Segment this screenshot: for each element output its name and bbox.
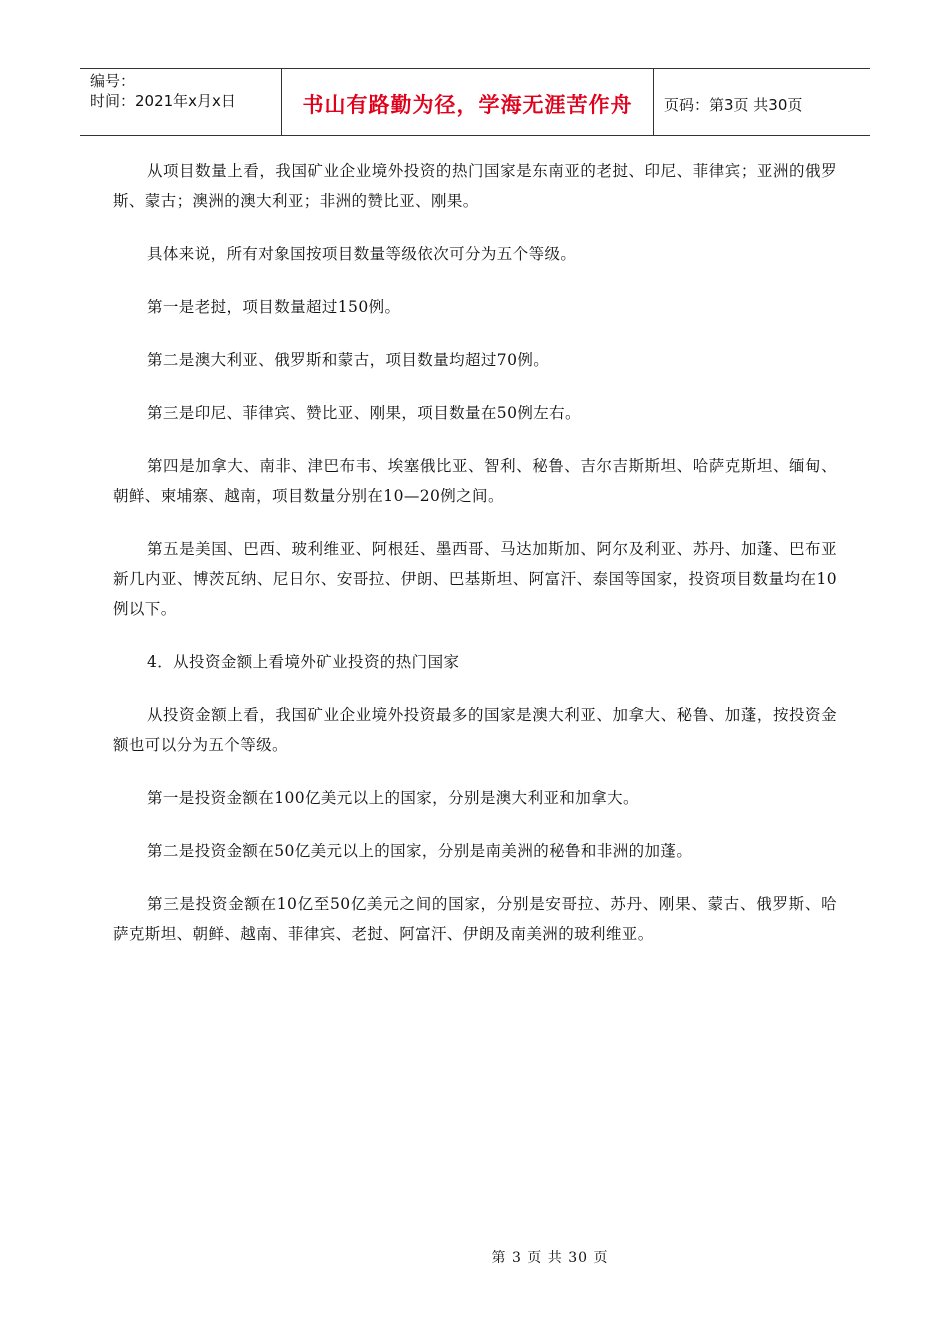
- paragraph: 第一是老挝，项目数量超过150例。: [147, 298, 401, 316]
- section-heading: 4．从投资金额上看境外矿业投资的热门国家: [147, 653, 460, 671]
- paragraph: 第五是美国、巴西、玻利维亚、阿根廷、墨西哥、马达加斯加、阿尔及利亚、苏丹、加蓬、巴布亚新几内亚、博茨瓦纳、尼日尔、安哥拉、伊朗、巴基斯坦、阿富汗、泰国等国家，投资项目数量均在10例以下。: [113, 540, 837, 618]
- header-page-code: 页码：第3页 共30页: [664, 95, 803, 114]
- paragraph: 第二是投资金额在50亿美元以上的国家，分别是南美洲的秘鲁和非洲的加蓬。: [147, 842, 693, 860]
- paragraph: 第一是投资金额在100亿美元以上的国家，分别是澳大利亚和加拿大。: [147, 789, 639, 807]
- header-info-cell: [80, 69, 282, 135]
- paragraph: 从项目数量上看，我国矿业企业境外投资的热门国家是东南亚的老挝、印尼、菲律宾；亚洲的俄罗斯、蒙古；澳洲的澳大利亚；非洲的赞比亚、刚果。: [113, 162, 837, 210]
- paragraph: 第三是印尼、菲律宾、赞比亚、刚果，项目数量在50例左右。: [147, 404, 581, 422]
- paragraph: 第二是澳大利亚、俄罗斯和蒙古，项目数量均超过70例。: [147, 351, 550, 369]
- document-number-label: 编号：: [90, 72, 136, 90]
- document-body: [113, 156, 837, 972]
- header-motto: 书山有路勤为径，学海无涯苦作舟: [282, 69, 654, 135]
- page-header: [80, 68, 870, 136]
- paragraph: 第四是加拿大、南非、津巴布韦、埃塞俄比亚、智利、秘鲁、吉尔吉斯斯坦、哈萨克斯坦、缅甸、朝鲜、柬埔寨、越南，项目数量分别在10—20例之间。: [113, 457, 837, 505]
- document-time-label: 时间：2021年x月x日: [90, 92, 236, 110]
- page-footer: 第 3 页 共 30 页: [491, 1250, 609, 1266]
- paragraph: 从投资金额上看，我国矿业企业境外投资最多的国家是澳大利亚、加拿大、秘鲁、加蓬，按投资金额也可以分为五个等级。: [113, 706, 837, 754]
- paragraph: 具体来说，所有对象国按项目数量等级依次可分为五个等级。: [147, 245, 577, 263]
- paragraph: 第三是投资金额在10亿至50亿美元之间的国家，分别是安哥拉、苏丹、刚果、蒙古、俄罗斯、哈萨克斯坦、朝鲜、越南、菲律宾、老挝、阿富汗、伊朗及南美洲的玻利维亚。: [113, 895, 837, 943]
